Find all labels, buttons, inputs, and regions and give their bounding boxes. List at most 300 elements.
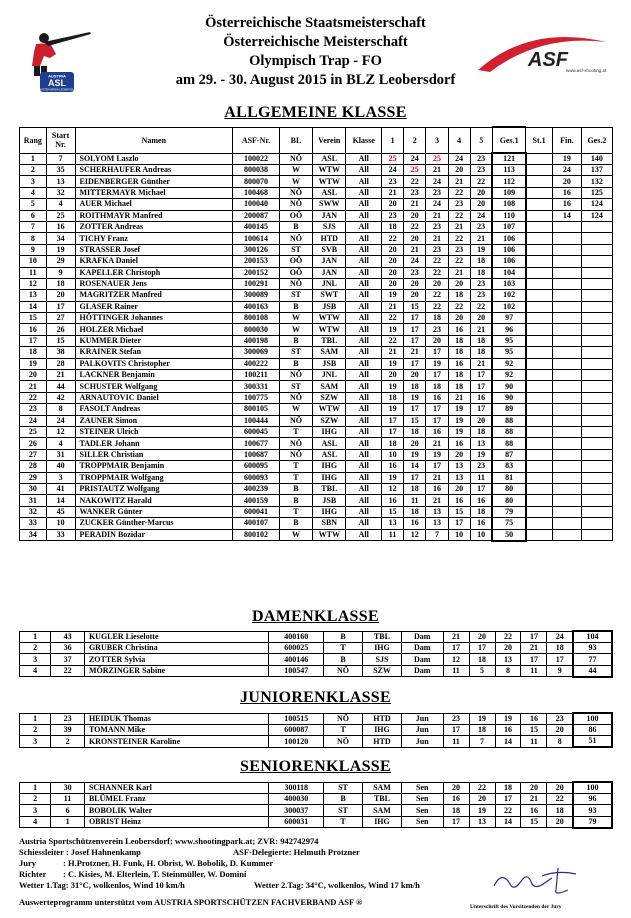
cell-st1 bbox=[526, 199, 553, 210]
cell-serie-4: 17 bbox=[448, 518, 470, 529]
cell-ges1: 110 bbox=[492, 210, 525, 221]
cell-serie-3: 17 bbox=[426, 404, 448, 415]
cell-serie-3: 13 bbox=[495, 654, 521, 665]
cell-serie-5: 17 bbox=[470, 370, 492, 381]
cell-klasse: All bbox=[346, 256, 382, 267]
cell-asf-nr: 400198 bbox=[233, 335, 280, 346]
svg-text:ASF: ASF bbox=[528, 49, 568, 71]
cell-verein: JAN bbox=[313, 210, 346, 221]
cell-serie-2: 12 bbox=[404, 529, 426, 541]
cell-name: BLÜMEL Franz bbox=[84, 794, 269, 805]
cell-klasse: All bbox=[346, 153, 382, 165]
cell-asf-nr: 300331 bbox=[233, 381, 280, 392]
cell-serie-3: 17 bbox=[426, 461, 448, 472]
cell-serie-2: 22 bbox=[404, 221, 426, 232]
cell-klasse: All bbox=[346, 347, 382, 358]
cell-serie-3: 22 bbox=[426, 256, 448, 267]
cell-serie-1: 12 bbox=[443, 654, 469, 665]
cell-serie-1: 11 bbox=[443, 736, 469, 748]
cell-ges1: 93 bbox=[573, 643, 612, 654]
cell-asf-nr: 800105 bbox=[233, 404, 280, 415]
cell-klasse: All bbox=[346, 392, 382, 403]
cell-verein: SAM bbox=[362, 782, 401, 794]
cell-klasse: All bbox=[346, 461, 382, 472]
cell-verein: JSB bbox=[313, 358, 346, 369]
cell-fin bbox=[552, 347, 581, 358]
cell-verein: WTW bbox=[313, 404, 346, 415]
cell-serie-2: 21 bbox=[404, 199, 426, 210]
cell-fin bbox=[552, 301, 581, 312]
cell-ges1: 106 bbox=[492, 233, 525, 244]
svg-text:SCHÜTZENVEREIN LEOBERSDORF: SCHÜTZENVEREIN LEOBERSDORF bbox=[35, 88, 79, 92]
cell-ges1: 44 bbox=[573, 665, 612, 677]
cell-asf-nr: 400107 bbox=[233, 518, 280, 529]
cell-st1 bbox=[526, 415, 553, 426]
cell-serie-4: 21 bbox=[521, 643, 547, 654]
cell-klasse: All bbox=[346, 301, 382, 312]
cell-klasse: All bbox=[346, 199, 382, 210]
cell-verein: SAM bbox=[362, 805, 401, 816]
cell-ges1: 109 bbox=[492, 187, 525, 198]
cell-serie-1: 18 bbox=[381, 221, 403, 232]
cell-serie-4: 18 bbox=[448, 370, 470, 381]
cell-ges1: 100 bbox=[573, 713, 612, 725]
section-title-allgemeine: ALLGEMEINE KLASSE bbox=[224, 104, 407, 121]
cell-serie-5: 24 bbox=[470, 210, 492, 221]
cell-fin bbox=[552, 426, 581, 437]
cell-ges2 bbox=[581, 404, 612, 415]
cell-serie-3: 25 bbox=[426, 153, 448, 165]
cell-verein: JSB bbox=[313, 495, 346, 506]
cell-serie-3: 19 bbox=[426, 449, 448, 460]
cell-serie-2: 17 bbox=[469, 643, 495, 654]
cell-serie-4: 16 bbox=[448, 495, 470, 506]
cell-serie-4: 21 bbox=[521, 794, 547, 805]
cell-name: SCHUSTER Wolfgang bbox=[75, 381, 233, 392]
cell-rang: 3 bbox=[20, 654, 51, 665]
cell-name: GLASER Rainer bbox=[75, 301, 233, 312]
cell-asf-nr: 600087 bbox=[269, 725, 324, 736]
cell-asf-nr: 400222 bbox=[233, 358, 280, 369]
cell-rang: 27 bbox=[20, 449, 47, 460]
cell-serie-4: 13 bbox=[448, 472, 470, 483]
cell-bl: ST bbox=[279, 347, 312, 358]
cell-name: NAKOWITZ Harald bbox=[75, 495, 233, 506]
cell-ges1: 88 bbox=[492, 415, 525, 426]
cell-asf-nr: 100677 bbox=[233, 438, 280, 449]
cell-serie-3: 20 bbox=[426, 335, 448, 346]
cell-asf-nr: 800102 bbox=[233, 529, 280, 541]
cell-serie-4: 18 bbox=[448, 347, 470, 358]
cell-asf-nr: 800070 bbox=[233, 176, 280, 187]
cell-serie-2: 25 bbox=[404, 165, 426, 176]
cell-bl: W bbox=[279, 313, 312, 324]
cell-ges2 bbox=[581, 278, 612, 289]
cell-serie-3: 19 bbox=[426, 358, 448, 369]
table-row bbox=[20, 415, 613, 426]
cell-fin bbox=[552, 324, 581, 335]
cell-serie-5: 18 bbox=[470, 506, 492, 517]
cell-verein: SVB bbox=[313, 244, 346, 255]
cell-st1 bbox=[526, 483, 553, 494]
footer-richter-members: : C. Kisies, M. Elterlein, T. Steinmüller, W. Domini bbox=[63, 869, 247, 879]
cell-start-nr: 1 bbox=[51, 816, 85, 828]
cell-serie-2: 20 bbox=[404, 210, 426, 221]
cell-serie-4: 19 bbox=[448, 415, 470, 426]
cell-ges1: 100 bbox=[573, 782, 612, 794]
cell-ges1: 104 bbox=[573, 631, 612, 643]
cell-klasse: Sen bbox=[401, 805, 443, 816]
cell-bl: T bbox=[324, 725, 363, 736]
cell-serie-1: 19 bbox=[381, 358, 403, 369]
cell-serie-2: 20 bbox=[404, 290, 426, 301]
cell-name: TROPPMAIR Wolfgang bbox=[75, 472, 233, 483]
cell-bl: W bbox=[279, 176, 312, 187]
table-header-row bbox=[20, 127, 613, 153]
cell-serie-3: 14 bbox=[495, 816, 521, 828]
cell-klasse: All bbox=[346, 244, 382, 255]
cell-serie-2: 19 bbox=[469, 713, 495, 725]
cell-verein: WTW bbox=[313, 324, 346, 335]
cell-start-nr: 30 bbox=[51, 782, 85, 794]
table-row bbox=[20, 221, 613, 232]
cell-asf-nr: 800030 bbox=[233, 324, 280, 335]
cell-serie-3: 18 bbox=[426, 313, 448, 324]
cell-ges1: 95 bbox=[492, 335, 525, 346]
cell-ges2 bbox=[581, 495, 612, 506]
cell-ges1: 80 bbox=[492, 495, 525, 506]
cell-bl: NÖ bbox=[279, 392, 312, 403]
cell-serie-2: 23 bbox=[404, 187, 426, 198]
cell-serie-5: 11 bbox=[470, 472, 492, 483]
cell-verein: IHG bbox=[313, 506, 346, 517]
cell-rang: 1 bbox=[20, 631, 51, 643]
col-header-klasse: Klasse bbox=[346, 127, 382, 153]
cell-start-nr: 17 bbox=[46, 301, 75, 312]
cell-asf-nr: 600025 bbox=[269, 643, 324, 654]
cell-ges1: 92 bbox=[492, 370, 525, 381]
cell-ges1: 51 bbox=[573, 736, 612, 748]
cell-serie-2: 5 bbox=[469, 665, 495, 677]
cell-bl: B bbox=[324, 794, 363, 805]
cell-name: MITTERMAYR Michael bbox=[75, 187, 233, 198]
cell-bl: B bbox=[279, 358, 312, 369]
cell-serie-5: 23 bbox=[470, 221, 492, 232]
col-header-start-nr: Start Nr. bbox=[46, 127, 75, 153]
cell-serie-3: 22 bbox=[495, 805, 521, 816]
table-row bbox=[20, 199, 613, 210]
cell-start-nr: 38 bbox=[46, 347, 75, 358]
table-row bbox=[20, 631, 613, 643]
cell-ges2: 124 bbox=[581, 210, 612, 221]
cell-serie-3: 22 bbox=[426, 301, 448, 312]
cell-start-nr: 31 bbox=[46, 449, 75, 460]
header-discipline: Olympisch Trap - FO bbox=[249, 53, 382, 69]
cell-st1 bbox=[526, 472, 553, 483]
cell-klasse: All bbox=[346, 221, 382, 232]
cell-serie-2: 17 bbox=[404, 313, 426, 324]
cell-serie-2: 22 bbox=[404, 176, 426, 187]
cell-bl: ST bbox=[279, 290, 312, 301]
cell-rang: 16 bbox=[20, 324, 47, 335]
cell-fin bbox=[552, 278, 581, 289]
cell-asf-nr: 100775 bbox=[233, 392, 280, 403]
footer-schiessleiter: Schiessleiter : Josef Hahnenkamp bbox=[19, 847, 141, 857]
cell-bl: OÖ bbox=[279, 210, 312, 221]
cell-asf-nr: 400239 bbox=[233, 483, 280, 494]
cell-verein: JNL bbox=[313, 278, 346, 289]
table-row bbox=[20, 233, 613, 244]
cell-serie-2: 7 bbox=[469, 736, 495, 748]
cell-serie-5: 18 bbox=[470, 256, 492, 267]
cell-rang: 29 bbox=[20, 472, 47, 483]
cell-klasse: Sen bbox=[401, 794, 443, 805]
cell-rang: 4 bbox=[20, 816, 51, 828]
cell-st1 bbox=[526, 495, 553, 506]
cell-ges1: 79 bbox=[492, 506, 525, 517]
cell-klasse: All bbox=[346, 415, 382, 426]
cell-start-nr: 6 bbox=[51, 805, 85, 816]
cell-rang: 3 bbox=[20, 805, 51, 816]
section-title-junioren: JUNIORENKLASSE bbox=[240, 689, 391, 706]
table-row bbox=[20, 347, 613, 358]
cell-serie-4: 11 bbox=[521, 736, 547, 748]
cell-ges2 bbox=[581, 221, 612, 232]
table-row bbox=[20, 278, 613, 289]
cell-bl: ST bbox=[279, 381, 312, 392]
cell-name: STEINER Ulrich bbox=[75, 426, 233, 437]
cell-bl: W bbox=[279, 529, 312, 541]
cell-serie-3: 21 bbox=[426, 165, 448, 176]
cell-asf-nr: 300037 bbox=[269, 805, 324, 816]
table-row bbox=[20, 438, 613, 449]
cell-serie-5: 20 bbox=[470, 313, 492, 324]
cell-serie-4: 22 bbox=[448, 301, 470, 312]
cell-fin bbox=[552, 506, 581, 517]
cell-verein: JAN bbox=[313, 256, 346, 267]
cell-name: KRAINER Stefan bbox=[75, 347, 233, 358]
cell-serie-2: 13 bbox=[469, 816, 495, 828]
cell-bl: B bbox=[279, 495, 312, 506]
cell-ges2 bbox=[581, 313, 612, 324]
cell-rang: 1 bbox=[20, 713, 51, 725]
cell-serie-3: 18 bbox=[426, 381, 448, 392]
jury-signature-icon bbox=[488, 860, 593, 900]
cell-serie-1: 16 bbox=[381, 495, 403, 506]
cell-bl: T bbox=[324, 643, 363, 654]
footer-jury-members: : H.Protzner, H. Funk, H. Obrist, W. Bobolik, D. Kummer bbox=[63, 858, 274, 868]
cell-verein: SAM bbox=[313, 347, 346, 358]
cell-klasse: Jun bbox=[401, 725, 443, 736]
table-row bbox=[20, 165, 613, 176]
table-row bbox=[20, 713, 613, 725]
table-row bbox=[20, 358, 613, 369]
cell-st1 bbox=[526, 278, 553, 289]
cell-name: EIDENBERGER Günther bbox=[75, 176, 233, 187]
cell-asf-nr: 100614 bbox=[233, 233, 280, 244]
cell-serie-2: 20 bbox=[404, 278, 426, 289]
cell-serie-1: 11 bbox=[443, 665, 469, 677]
table-row bbox=[20, 187, 613, 198]
cell-ges2 bbox=[581, 347, 612, 358]
cell-rang: 19 bbox=[20, 358, 47, 369]
cell-bl: B bbox=[279, 335, 312, 346]
cell-serie-1: 20 bbox=[381, 244, 403, 255]
table-row bbox=[20, 404, 613, 415]
cell-verein: IHG bbox=[313, 472, 346, 483]
cell-serie-2: 15 bbox=[404, 301, 426, 312]
cell-start-nr: 32 bbox=[46, 187, 75, 198]
cell-serie-1: 20 bbox=[381, 199, 403, 210]
cell-verein: SWW bbox=[313, 199, 346, 210]
cell-ges1: 103 bbox=[492, 278, 525, 289]
cell-name: WANKER Günter bbox=[75, 506, 233, 517]
cell-ges2 bbox=[581, 426, 612, 437]
cell-name: ROSENAUER Jens bbox=[75, 278, 233, 289]
cell-asf-nr: 100687 bbox=[233, 449, 280, 460]
cell-verein: JSB bbox=[313, 301, 346, 312]
cell-bl: W bbox=[279, 165, 312, 176]
cell-ges2 bbox=[581, 370, 612, 381]
cell-serie-5: 16 bbox=[470, 392, 492, 403]
cell-st1 bbox=[526, 221, 553, 232]
cell-serie-4: 16 bbox=[448, 324, 470, 335]
cell-klasse: All bbox=[346, 426, 382, 437]
cell-serie-5: 17 bbox=[470, 404, 492, 415]
cell-start-nr: 3 bbox=[46, 472, 75, 483]
col-header-ges1: Ges.1 bbox=[492, 127, 525, 153]
cell-serie-3: 22 bbox=[495, 631, 521, 643]
cell-rang: 11 bbox=[20, 267, 47, 278]
cell-serie-2: 20 bbox=[404, 438, 426, 449]
cell-start-nr: 24 bbox=[46, 415, 75, 426]
cell-klasse: All bbox=[346, 210, 382, 221]
cell-serie-5: 18 bbox=[470, 426, 492, 437]
cell-ges1: 104 bbox=[492, 267, 525, 278]
cell-serie-4: 24 bbox=[448, 153, 470, 165]
cell-serie-5: 22 bbox=[470, 176, 492, 187]
cell-asf-nr: 100120 bbox=[269, 736, 324, 748]
cell-serie-4: 17 bbox=[521, 631, 547, 643]
cell-start-nr: 33 bbox=[46, 529, 75, 541]
cell-serie-3: 21 bbox=[426, 233, 448, 244]
cell-ges1: 95 bbox=[492, 347, 525, 358]
cell-bl: NÖ bbox=[324, 713, 363, 725]
cell-st1 bbox=[526, 290, 553, 301]
col-header-serie-1: 1 bbox=[381, 127, 403, 153]
cell-verein: WTW bbox=[313, 529, 346, 541]
cell-bl: ST bbox=[324, 782, 363, 794]
col-header-fin: Fin. bbox=[552, 127, 581, 153]
cell-ges2 bbox=[581, 483, 612, 494]
cell-serie-1: 23 bbox=[443, 713, 469, 725]
cell-rang: 12 bbox=[20, 278, 47, 289]
cell-bl: NÖ bbox=[279, 153, 312, 165]
cell-serie-1: 20 bbox=[381, 278, 403, 289]
table-row bbox=[20, 244, 613, 255]
cell-serie-5: 21 bbox=[470, 358, 492, 369]
cell-serie-3: 17 bbox=[426, 415, 448, 426]
footer-richter-label: Richter bbox=[19, 869, 47, 879]
footer-software-credit: Auswerteprogramm unterstützt vom AUSTRIA SPORTSCHÜTZEN FACHVERBAND ASF ® bbox=[19, 897, 363, 907]
cell-name: PERADIN Bozidar bbox=[75, 529, 233, 541]
cell-asf-nr: 100040 bbox=[233, 199, 280, 210]
cell-serie-2: 23 bbox=[404, 267, 426, 278]
cell-start-nr: 43 bbox=[51, 631, 85, 643]
cell-rang: 32 bbox=[20, 506, 47, 517]
cell-serie-3: 23 bbox=[426, 187, 448, 198]
cell-start-nr: 27 bbox=[46, 313, 75, 324]
cell-verein: HTD bbox=[362, 713, 401, 725]
table-row bbox=[20, 290, 613, 301]
cell-serie-1: 16 bbox=[443, 794, 469, 805]
cell-ges1: 107 bbox=[492, 221, 525, 232]
cell-serie-3: 13 bbox=[426, 506, 448, 517]
cell-fin: 19 bbox=[552, 153, 581, 165]
cell-start-nr: 28 bbox=[46, 358, 75, 369]
cell-rang: 34 bbox=[20, 529, 47, 541]
cell-rang: 21 bbox=[20, 381, 47, 392]
cell-serie-2: 19 bbox=[404, 392, 426, 403]
cell-start-nr: 23 bbox=[51, 713, 85, 725]
cell-serie-1: 19 bbox=[381, 404, 403, 415]
cell-rang: 14 bbox=[20, 301, 47, 312]
svg-text:www.asf-shooting.at: www.asf-shooting.at bbox=[566, 68, 607, 73]
cell-st1 bbox=[526, 313, 553, 324]
cell-name: TICHY Franz bbox=[75, 233, 233, 244]
col-header-serie-3: 3 bbox=[426, 127, 448, 153]
cell-st1 bbox=[526, 404, 553, 415]
cell-st1 bbox=[526, 335, 553, 346]
cell-ges2 bbox=[581, 324, 612, 335]
cell-name: SILLER Christian bbox=[75, 449, 233, 460]
cell-asf-nr: 400160 bbox=[269, 631, 324, 643]
cell-st1 bbox=[526, 449, 553, 460]
cell-fin bbox=[552, 335, 581, 346]
table-row bbox=[20, 449, 613, 460]
cell-start-nr: 7 bbox=[46, 153, 75, 165]
table-row bbox=[20, 256, 613, 267]
cell-serie-4: 22 bbox=[448, 210, 470, 221]
cell-fin: 16 bbox=[552, 199, 581, 210]
col-header-serie-5: 5 bbox=[470, 127, 492, 153]
cell-verein: SJS bbox=[313, 221, 346, 232]
cell-fin bbox=[552, 415, 581, 426]
cell-rang: 3 bbox=[20, 736, 51, 748]
cell-rang: 17 bbox=[20, 335, 47, 346]
cell-start-nr: 34 bbox=[46, 233, 75, 244]
cell-rang: 2 bbox=[20, 165, 47, 176]
cell-verein: IHG bbox=[313, 426, 346, 437]
cell-name: KRAFKA Daniel bbox=[75, 256, 233, 267]
cell-ges1: 87 bbox=[492, 449, 525, 460]
table-row bbox=[20, 461, 613, 472]
cell-klasse: All bbox=[346, 358, 382, 369]
cell-serie-2: 17 bbox=[404, 335, 426, 346]
cell-fin bbox=[552, 244, 581, 255]
cell-serie-4: 17 bbox=[521, 654, 547, 665]
cell-name: SCHERHAUFER Andreas bbox=[75, 165, 233, 176]
cell-ges2 bbox=[581, 449, 612, 460]
cell-fin bbox=[552, 472, 581, 483]
cell-ges1: 113 bbox=[492, 165, 525, 176]
cell-name: TOMANN Mike bbox=[84, 725, 269, 736]
cell-bl: NÖ bbox=[279, 449, 312, 460]
results-table-damen bbox=[19, 630, 613, 678]
cell-name: HÖTTINGER Johannes bbox=[75, 313, 233, 324]
cell-serie-3: 24 bbox=[426, 199, 448, 210]
cell-rang: 9 bbox=[20, 244, 47, 255]
